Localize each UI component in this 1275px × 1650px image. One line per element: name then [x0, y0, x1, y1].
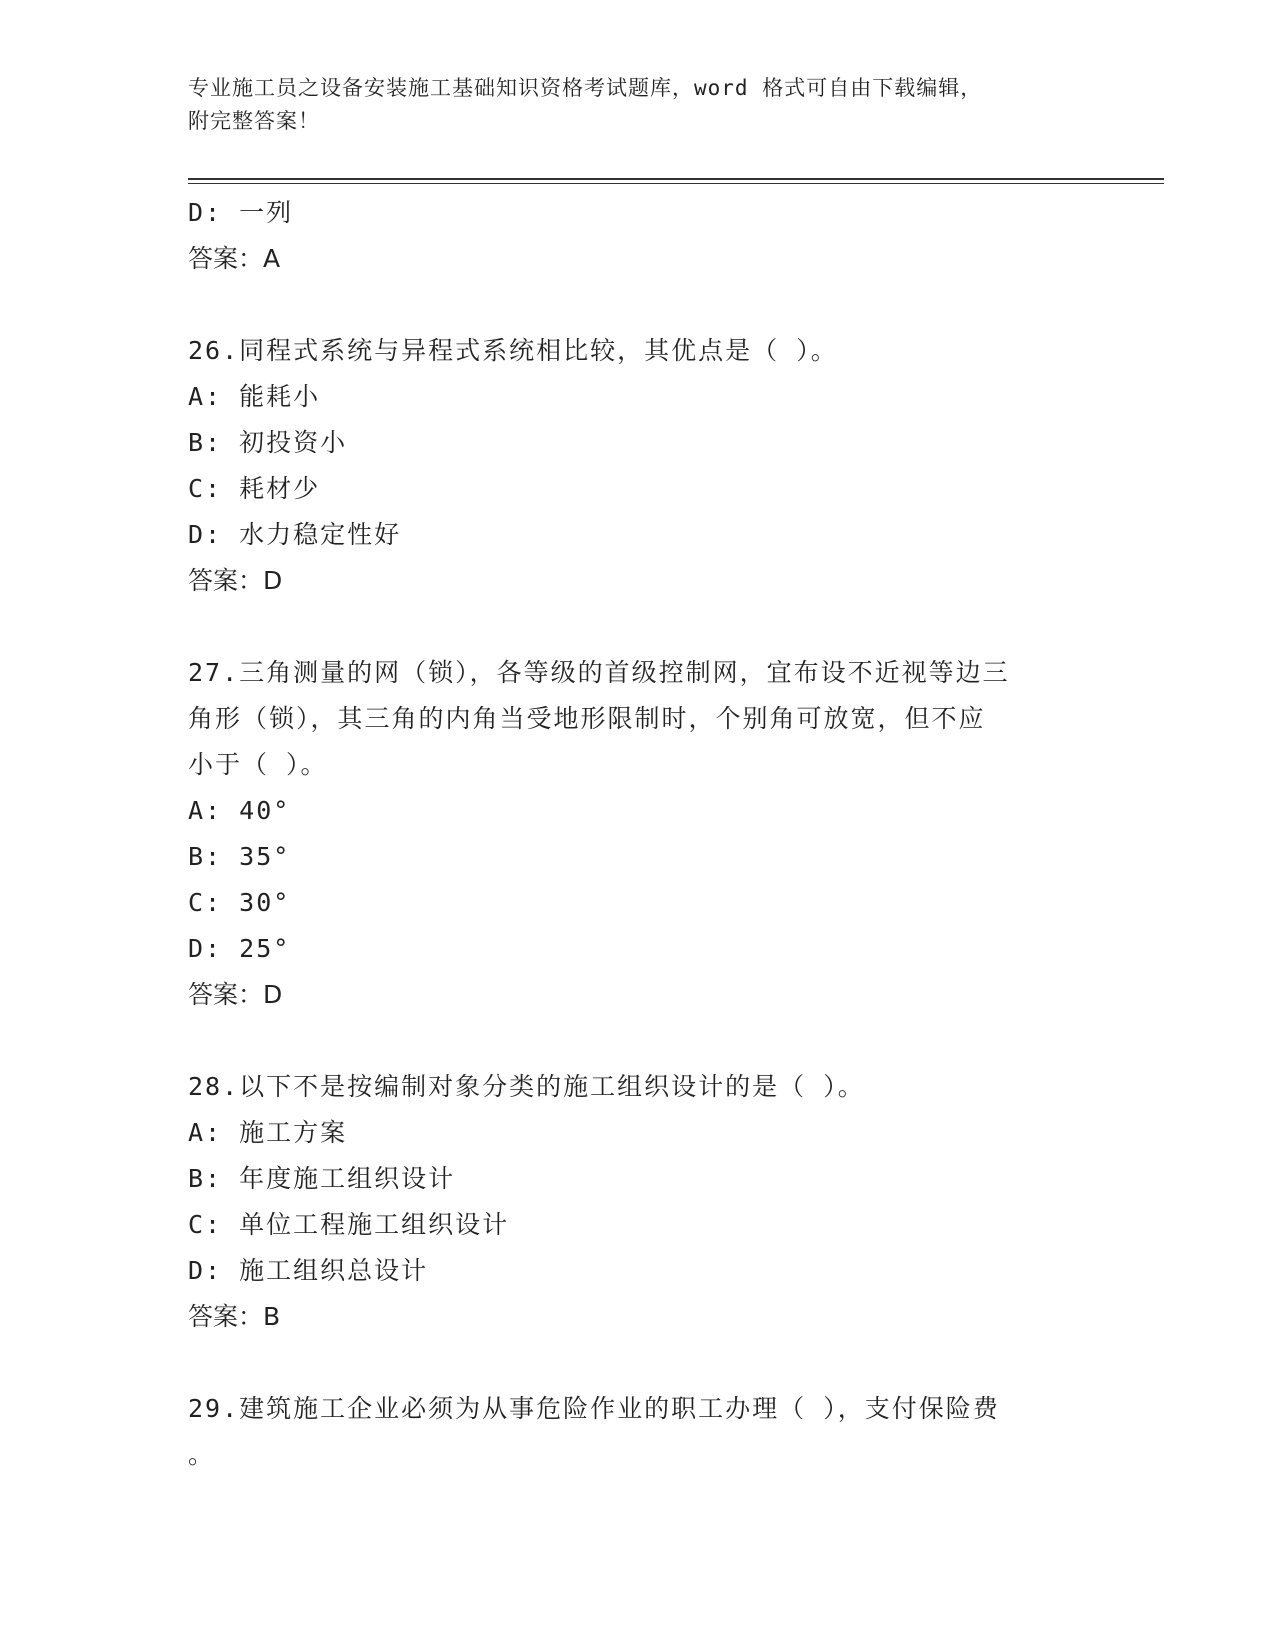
header-divider-thin — [188, 183, 1164, 184]
answer: 答案：D — [188, 980, 283, 1009]
question-text-line-2: 角形（锁），其三角的内角当受地形限制时，个别角可放宽，但不应 — [188, 704, 986, 733]
option-d: D: 施工组织总设计 — [188, 1256, 429, 1285]
question-text-line-1: 29.建筑施工企业必须为从事危险作业的职工办理（ ），支付保险费 — [188, 1394, 1000, 1423]
question-27 — [188, 650, 1088, 1018]
question-29 — [188, 1386, 1088, 1478]
prev-option-d: D: 一列 — [188, 198, 294, 227]
document-header — [188, 72, 1068, 138]
option-d: D: 水力稳定性好 — [188, 520, 402, 549]
option-b: B: 35° — [188, 842, 291, 871]
question-text-line-3: 小于（ ）。 — [188, 750, 328, 779]
question-26 — [188, 328, 1088, 604]
question-list — [188, 190, 1088, 1478]
answer: 答案：B — [188, 1302, 281, 1331]
option-c: C: 耗材少 — [188, 474, 321, 503]
option-a: A: 能耗小 — [188, 382, 321, 411]
prev-answer: 答案：A — [188, 244, 281, 273]
answer: 答案：D — [188, 566, 283, 595]
question-text-line-2: 。 — [188, 1440, 216, 1469]
question-text: 28.以下不是按编制对象分类的施工组织设计的是（ ）。 — [188, 1072, 865, 1101]
option-b: B: 年度施工组织设计 — [188, 1164, 456, 1193]
option-b: B: 初投资小 — [188, 428, 348, 457]
header-line-2: 附完整答案！ — [188, 109, 320, 133]
option-c: C: 单位工程施工组织设计 — [188, 1210, 510, 1239]
question-text-line-1: 27.三角测量的网（锁），各等级的首级控制网，宜布设不近视等边三 — [188, 658, 1010, 687]
option-a: A: 40° — [188, 796, 291, 825]
option-c: C: 30° — [188, 888, 291, 917]
header-line-1: 专业施工员之设备安装施工基础知识资格考试题库，word 格式可自由下载编辑， — [188, 76, 983, 100]
option-d: D: 25° — [188, 934, 291, 963]
header-divider-thick — [188, 178, 1164, 180]
question-text: 26.同程式系统与异程式系统相比较，其优点是（ ）。 — [188, 336, 838, 365]
option-a: A: 施工方案 — [188, 1118, 348, 1147]
question-28 — [188, 1064, 1088, 1340]
